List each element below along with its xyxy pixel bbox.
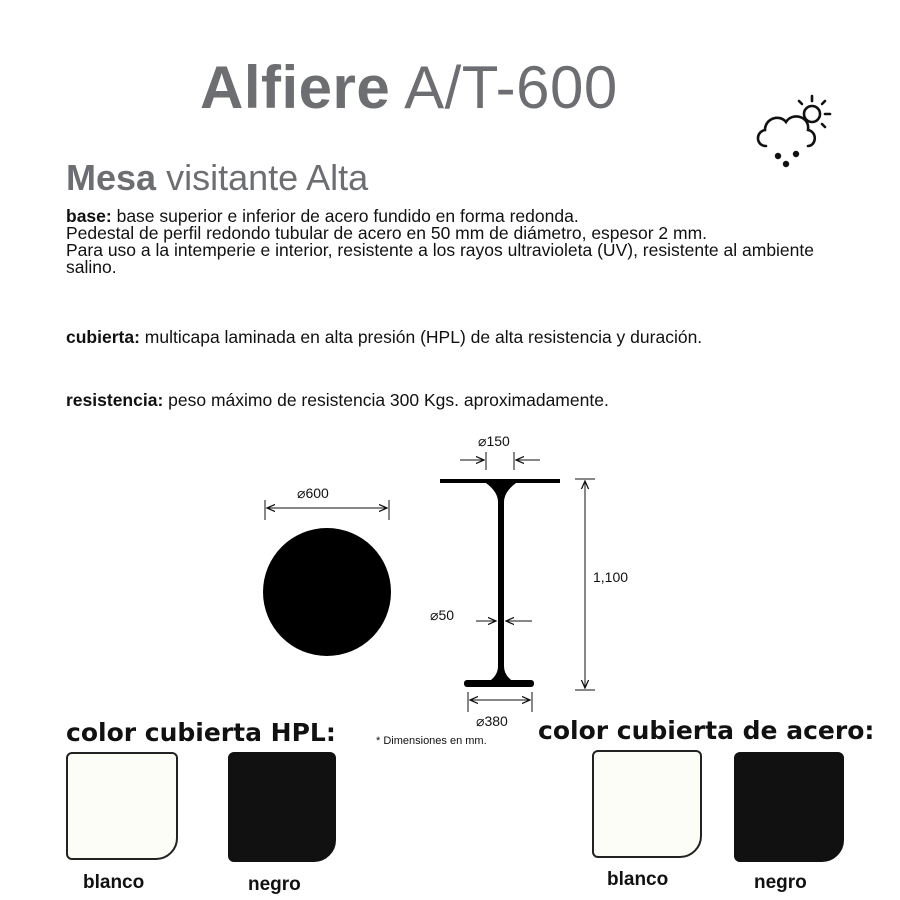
steel-white-label: blanco	[607, 869, 669, 890]
hpl-white-label: blanco	[83, 872, 145, 893]
steel-black-label: negro	[754, 872, 807, 893]
brand-name: Alfiere	[200, 54, 391, 121]
dimensions-note: * Dimensiones en mm.	[376, 735, 487, 747]
steel-white-swatch[interactable]	[592, 750, 702, 858]
subtitle-rest: visitante Alta	[166, 157, 369, 198]
hpl-black-swatch[interactable]	[228, 752, 336, 862]
steel-color-heading: color cubierta de acero:	[538, 716, 875, 745]
spec-resistencia-label: resistencia:	[66, 390, 164, 410]
hpl-color-heading: color cubierta HPL:	[66, 718, 336, 747]
top-diameter-label: ⌀600	[297, 485, 329, 501]
hpl-black-label: negro	[248, 874, 301, 895]
page-title	[200, 54, 618, 121]
steel-black-swatch[interactable]	[734, 752, 844, 862]
spec-base-text-2: Pedestal de perfil redondo tubular de acero en 50 mm de diámetro, espesor 2 mm.	[66, 223, 708, 243]
product-subtitle	[66, 157, 369, 198]
spec-base-text: base superior e inferior de acero fundido en forma redonda.	[116, 206, 579, 226]
side-view	[430, 433, 628, 729]
spec-resistencia-text: peso máximo de resistencia 300 Kgs. aproximadamente.	[168, 390, 609, 410]
hpl-white-swatch[interactable]	[66, 752, 178, 860]
pedestal-base	[464, 680, 534, 687]
base-diameter-label: ⌀380	[476, 713, 508, 729]
pedestal-column	[486, 483, 516, 682]
model-name: A/T-600	[404, 54, 618, 121]
cloud-sun-rain-icon	[752, 92, 834, 172]
height-label: 1,100	[593, 569, 629, 585]
spec-cubierta-label: cubierta:	[66, 327, 140, 347]
top-plate-label: ⌀150	[478, 433, 510, 449]
spec-base-label: base:	[66, 206, 112, 226]
spec-base	[66, 208, 826, 276]
technical-drawing	[250, 430, 630, 750]
spec-cubierta-text: multicapa laminada en alta presión (HPL) de alta resistencia y duración.	[144, 327, 703, 347]
spec-cubierta	[66, 329, 826, 346]
spec-base-text-3: Para uso a la intemperie e interior, resistente a los rayos ultravioleta (UV), resistente al ambiente salino.	[66, 240, 814, 277]
top-view	[263, 485, 391, 656]
spec-resistencia	[66, 392, 826, 409]
column-diameter-label: ⌀50	[430, 607, 455, 623]
subtitle-bold: Mesa	[66, 157, 157, 198]
tabletop-edge	[440, 479, 560, 483]
tabletop-circle	[263, 528, 391, 656]
